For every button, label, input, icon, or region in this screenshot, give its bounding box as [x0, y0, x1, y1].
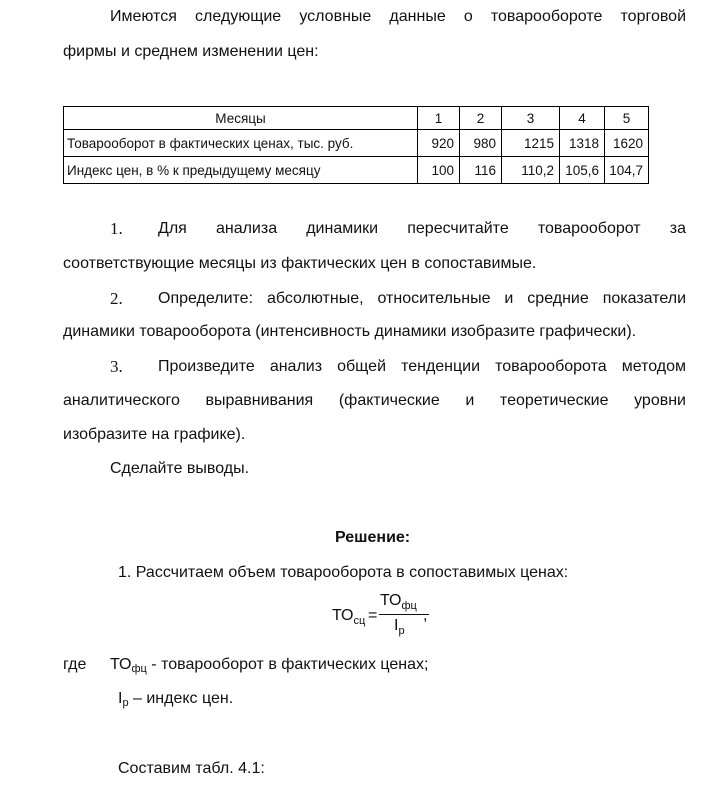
- table-row: [64, 157, 649, 184]
- fraction-bar: [379, 614, 429, 615]
- solution-step-1: 1. Рассчитаем объем товарооборота в сопоставимых ценах:: [118, 564, 569, 581]
- definition-2: Iр – индекс цен.: [118, 690, 234, 709]
- intro-line-2: фирмы и среднем изменении цен:: [63, 43, 319, 60]
- conclusion-text: Сделайте выводы.: [110, 460, 250, 477]
- definition-1: ТОфц - товарооборот в фактических ценах;: [110, 656, 429, 675]
- row-label-price-index: Индекс цен, в % к предыдущему месяцу: [64, 157, 418, 184]
- task-3-line-3: изобразите на графике).: [63, 426, 246, 443]
- table-cell: 116: [460, 157, 502, 184]
- formula-lhs: $ТО_{сц}$: [332, 607, 366, 627]
- table-cell: 1620: [605, 130, 649, 157]
- data-table: [63, 106, 649, 184]
- table-cell: 1215: [502, 130, 560, 157]
- formula-comma: ,: [423, 607, 428, 624]
- formula-denominator: $I_р$: [394, 617, 405, 637]
- task-2-line-2: динамики товарооборота (интенсивность динамики изобразите графически).: [63, 323, 637, 340]
- table-row: [64, 130, 649, 157]
- task-2-line-1: Определите: абсолютные, относительные и средние показатели: [158, 290, 686, 307]
- task-1-line-2: соответствующие месяцы из фактических цен в сопоставимые.: [63, 255, 537, 272]
- table-cell: 100: [418, 157, 460, 184]
- task-3-line-1: Произведите анализ общей тенденции товарооборота методом: [158, 358, 686, 375]
- header-month-3: 3: [502, 107, 560, 130]
- solution-title: Решение:: [335, 529, 411, 546]
- task-1-line-1: Для анализа динамики пересчитайте товарооборот за: [158, 220, 686, 237]
- task-1-number: 1.: [110, 219, 123, 238]
- header-month-4: 4: [560, 107, 605, 130]
- table-cell: 980: [460, 130, 502, 157]
- formula-equals: =: [368, 607, 378, 624]
- row-label-turnover: Товарооборот в фактических ценах, тыс. руб.: [64, 130, 418, 157]
- formula: [332, 592, 442, 642]
- table-cell: 110,2: [502, 157, 560, 184]
- task-3-number: 3.: [110, 357, 123, 376]
- table-cell: 920: [418, 130, 460, 157]
- intro-line-1: Имеются следующие условные данные о товарообороте торговой: [110, 8, 686, 25]
- compose-table-text: Составим табл. 4.1:: [118, 760, 265, 777]
- table-cell: 104,7: [605, 157, 649, 184]
- task-3-line-2: аналитического выравнивания (фактические и теоретические уровни: [63, 392, 686, 409]
- table-cell: 105,6: [560, 157, 605, 184]
- header-month-1: 1: [418, 107, 460, 130]
- formula-numerator: $ТО_{фц}$: [380, 592, 417, 612]
- header-month-5: 5: [605, 107, 649, 130]
- table-cell: 1318: [560, 130, 605, 157]
- where-word: где: [63, 656, 87, 673]
- table-header-row: [64, 107, 649, 130]
- task-2-number: 2.: [110, 289, 123, 308]
- header-month-2: 2: [460, 107, 502, 130]
- header-months-label: Месяцы: [64, 107, 418, 130]
